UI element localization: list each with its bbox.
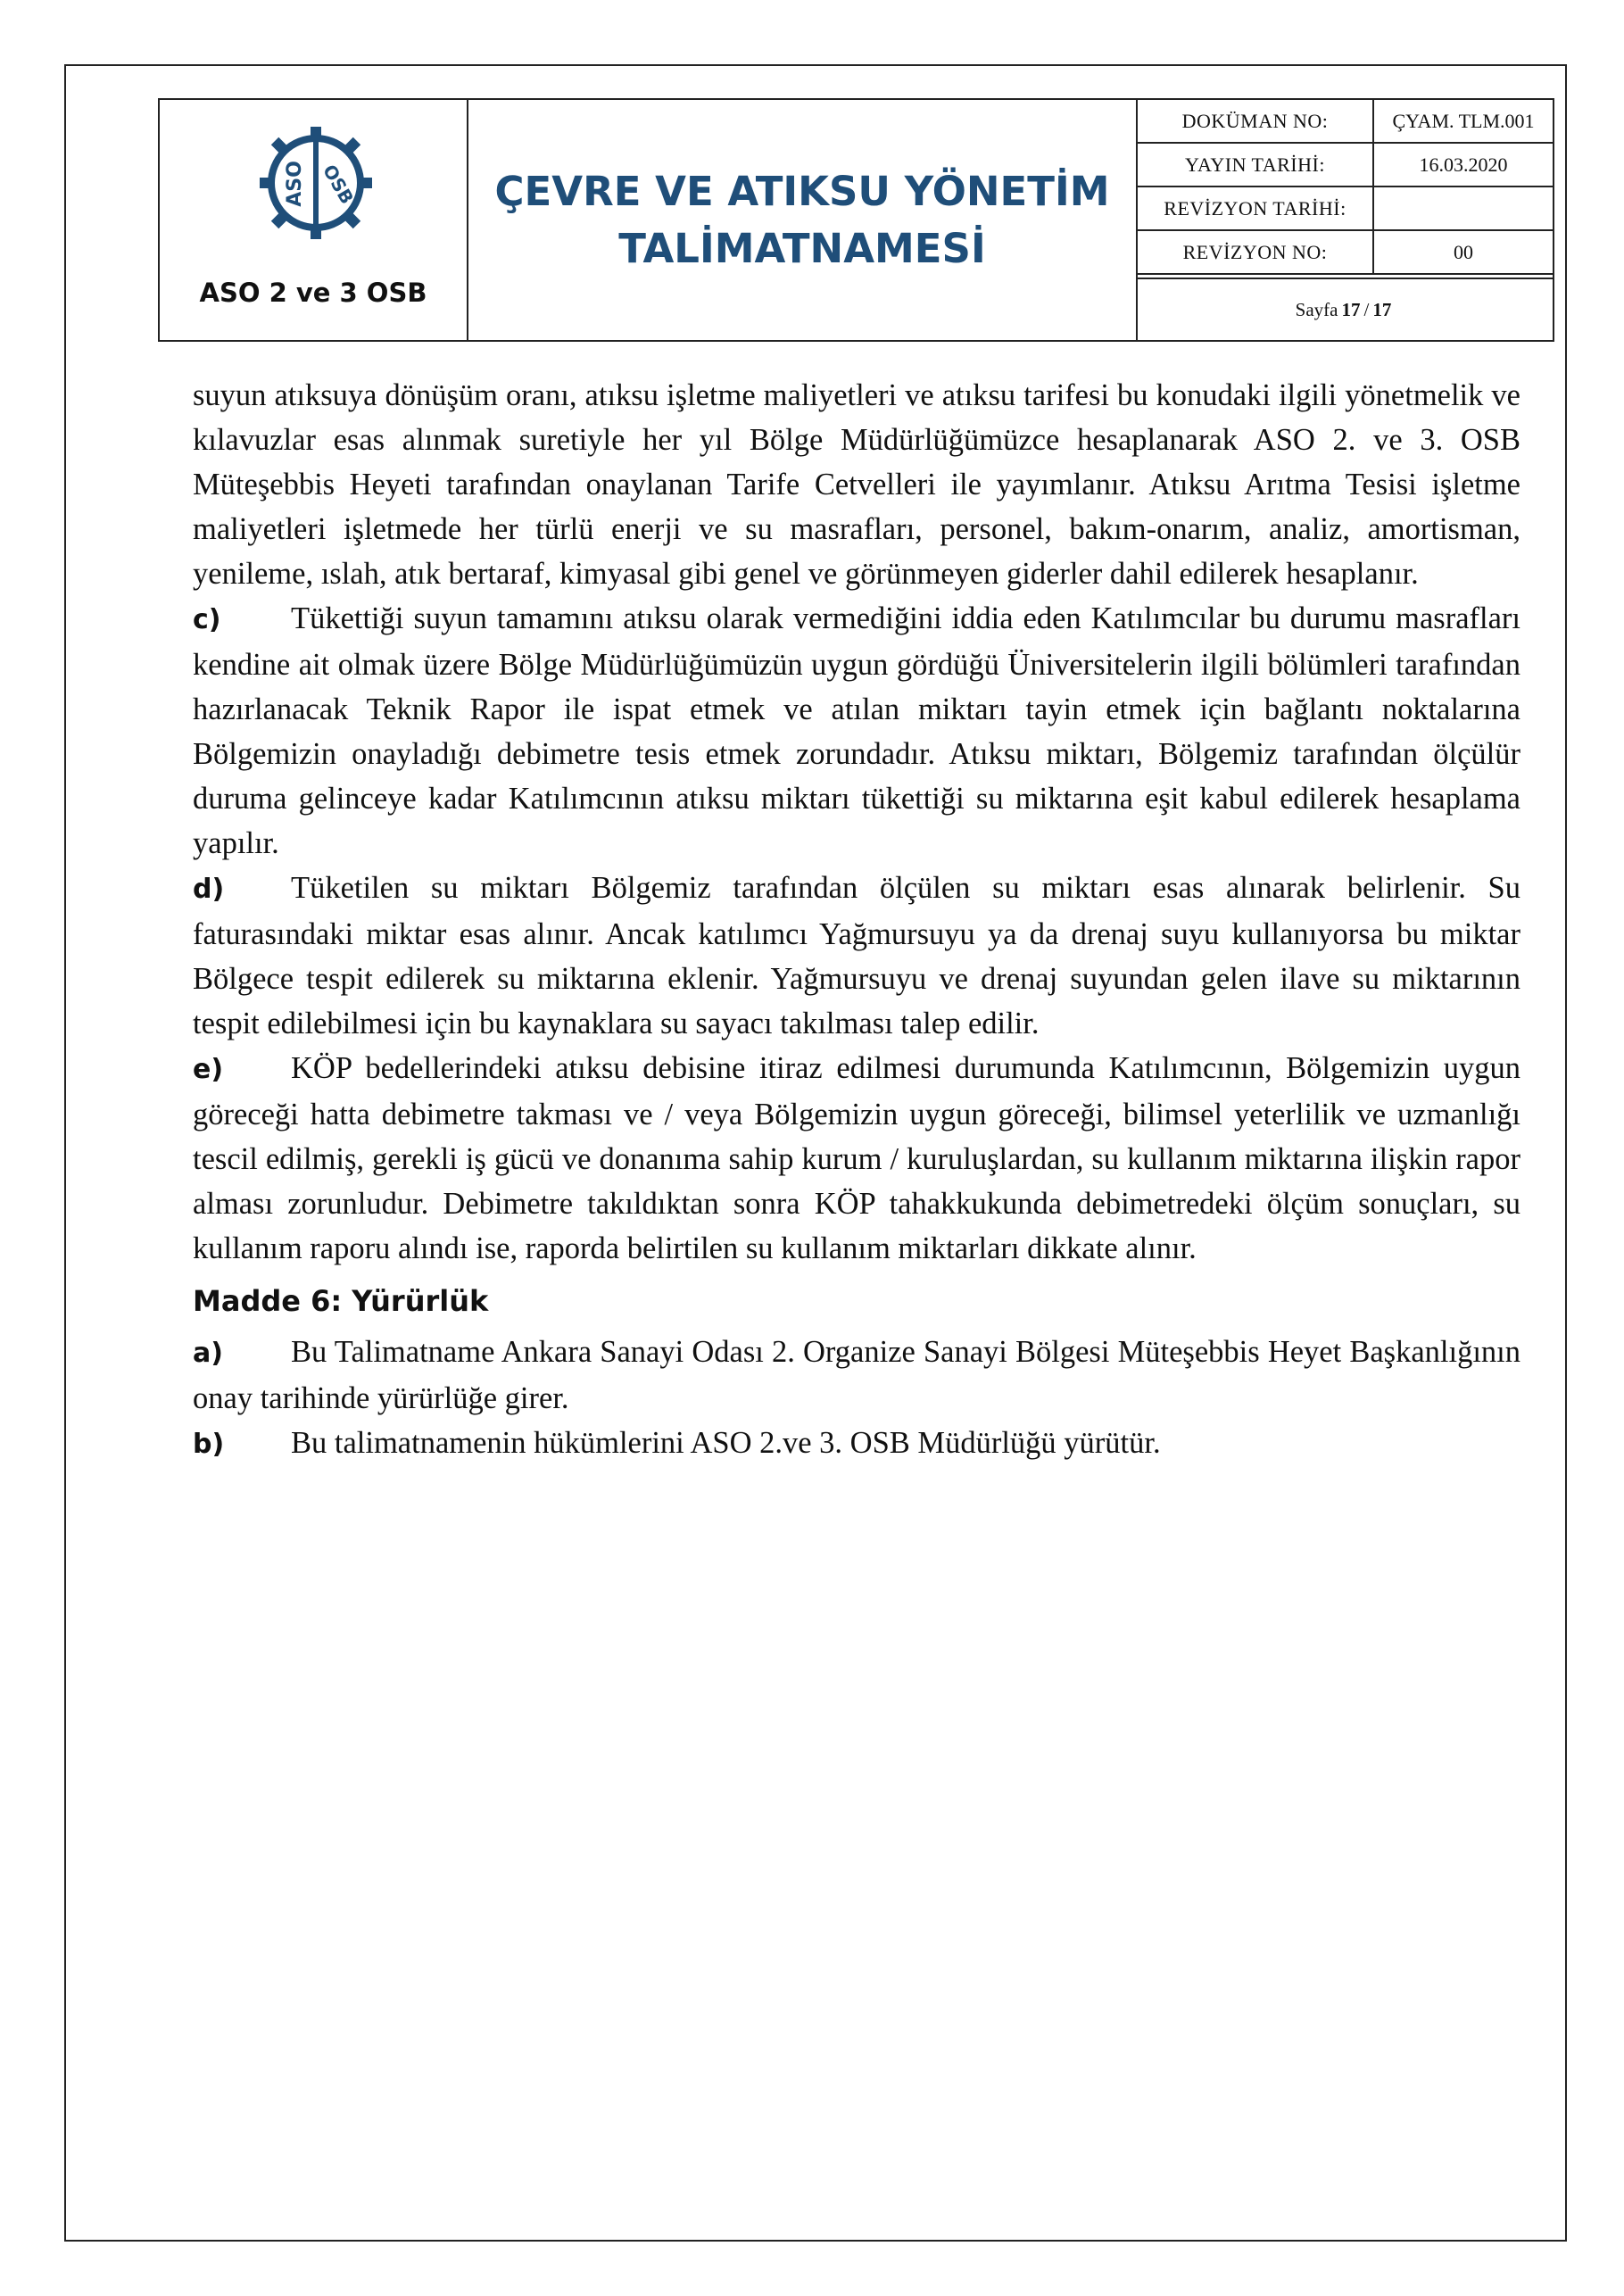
list-item-a (193, 1330, 1520, 1421)
meta-value: 00 (1454, 240, 1473, 263)
meta-row-document-no (1138, 100, 1553, 144)
item-label: a) (193, 1338, 223, 1369)
meta-key: DOKÜMAN NO: (1138, 100, 1374, 142)
meta-row-publish-date (1138, 144, 1553, 187)
meta-key: YAYIN TARİHİ: (1138, 144, 1374, 186)
document-header (158, 98, 1554, 342)
item-label: e) (193, 1054, 224, 1085)
item-text: Bu Talimatname Ankara Sanayi Odası 2. Organize Sanayi Bölgesi Müteşebbis Heyet Başkanlığının onay tarihinde yürürlüğe girer. (193, 1335, 1520, 1415)
page-prefix: Sayfa (1295, 298, 1338, 320)
page-total: 17 (1372, 298, 1392, 320)
meta-value: 16.03.2020 (1419, 153, 1508, 176)
meta-key: REVİZYON TARİHİ: (1138, 187, 1374, 229)
title-line-2: TALİMATNAMESİ (618, 224, 986, 272)
item-label: c) (193, 604, 221, 635)
list-item-b (193, 1421, 1520, 1467)
item-text: Tükettiği suyun tamamını atıksu olarak vermediğini iddia eden Katılımcılar bu durumu masrafları kendine ait olmak üzere Bölge Müdürlüğümüzün uygun gördüğü Üniversitelerin ilgili bölümleri tarafından hazırlanacak Teknik Rapor ile ispat etmek ve atılan miktarı tayin etmek için bağlantı noktalarına Bölgemizin onayladığı debimetre tesis etmek zorundadır. Atıksu miktarı, Bölgemiz tarafından ölçülür duruma gelinceye kadar Katılımcının atıksu miktarı tükettiği su miktarına eşit kabul edilerek hesaplama yapılır. (193, 601, 1520, 860)
logo-text-right: OSB (319, 161, 359, 208)
document-meta-table (1138, 100, 1553, 340)
meta-row-revision-no (1138, 231, 1553, 275)
list-item-e (193, 1046, 1520, 1271)
logo-text-left: ASO (284, 161, 306, 207)
page-current: 17 (1341, 298, 1361, 320)
document-title (468, 100, 1138, 340)
item-text: KÖP bedellerindeki atıksu debisine itiraz edilmesi durumunda Katılımcının, Bölgemizin uygun göreceği hatta debimetre takması ve / veya Bölgemizin uygun göreceği, bilimsel yeterlilik ve uzmanlığı tescil edilmiş, gerekli iş gücü ve donanıma sahip kurum / kuruluşlardan, su kullanım miktarına ilişkin rapor alması zorunludur. Debimetre takıldıktan sonra KÖP tahakkukunda debimetredeki ölçüm sonuçları, su kullanım raporu alındı ise, raporda belirtilen su kullanım miktarları dikkate alınır. (193, 1051, 1520, 1265)
organization-name: ASO 2 ve 3 OSB (199, 278, 427, 308)
meta-row-revision-date (1138, 187, 1553, 231)
meta-key: REVİZYON NO: (1138, 231, 1374, 273)
aso-osb-logo-icon (258, 125, 374, 241)
page-separator: / (1363, 298, 1370, 320)
page-number (1138, 279, 1553, 340)
document-body (193, 373, 1520, 1467)
title-line-1: ÇEVRE VE ATIKSU YÖNETİM (494, 167, 1110, 215)
intro-paragraph: suyun atıksuya dönüşüm oranı, atıksu işletme maliyetleri ve atıksu tarifesi bu konudaki ilgili yönetmelik ve kılavuzlar esas alınmak suretiyle her yıl Bölge Müdürlüğümüzce hesaplanarak ASO 2. ve 3. OSB Müteşebbis Heyeti tarafından onaylanan Tarife Cetvelleri ile yayımlanır. Atıksu Arıtma Tesisi işletme maliyetleri işletmede her türlü enerji ve su masrafları, personel, bakım-onarım, analiz, amortisman, yenileme, ıslah, atık bertaraf, kimyasal gibi genel ve görünmeyen giderler dahil edilerek hesaplanır. (193, 378, 1520, 591)
logo-cell (160, 100, 468, 340)
meta-value: ÇYAM. TLM.001 (1392, 109, 1535, 132)
list-item-c (193, 596, 1520, 866)
item-text: Tüketilen su miktarı Bölgemiz tarafından ölçülen su miktarı esas alınarak belirlenir. Su faturasındaki miktar esas alınır. Ancak katılımcı Yağmursuyu ya da drenaj suyu kullanıyorsa bu miktar Bölgece tespit edilerek su miktarına eklenir. Yağmursuyu ve drenaj suyundan gelen ilave su miktarının tespit edilebilmesi için bu kaynaklara su sayacı takılması talep edilir. (193, 871, 1520, 1040)
item-text: Bu talimatnamenin hükümlerini ASO 2.ve 3. OSB Müdürlüğü yürütür. (291, 1426, 1161, 1460)
list-item-d (193, 866, 1520, 1046)
item-label: b) (193, 1429, 225, 1460)
section-heading: Madde 6: Yürürlük (193, 1284, 489, 1318)
item-label: d) (193, 874, 225, 905)
meta-value (1374, 187, 1553, 229)
